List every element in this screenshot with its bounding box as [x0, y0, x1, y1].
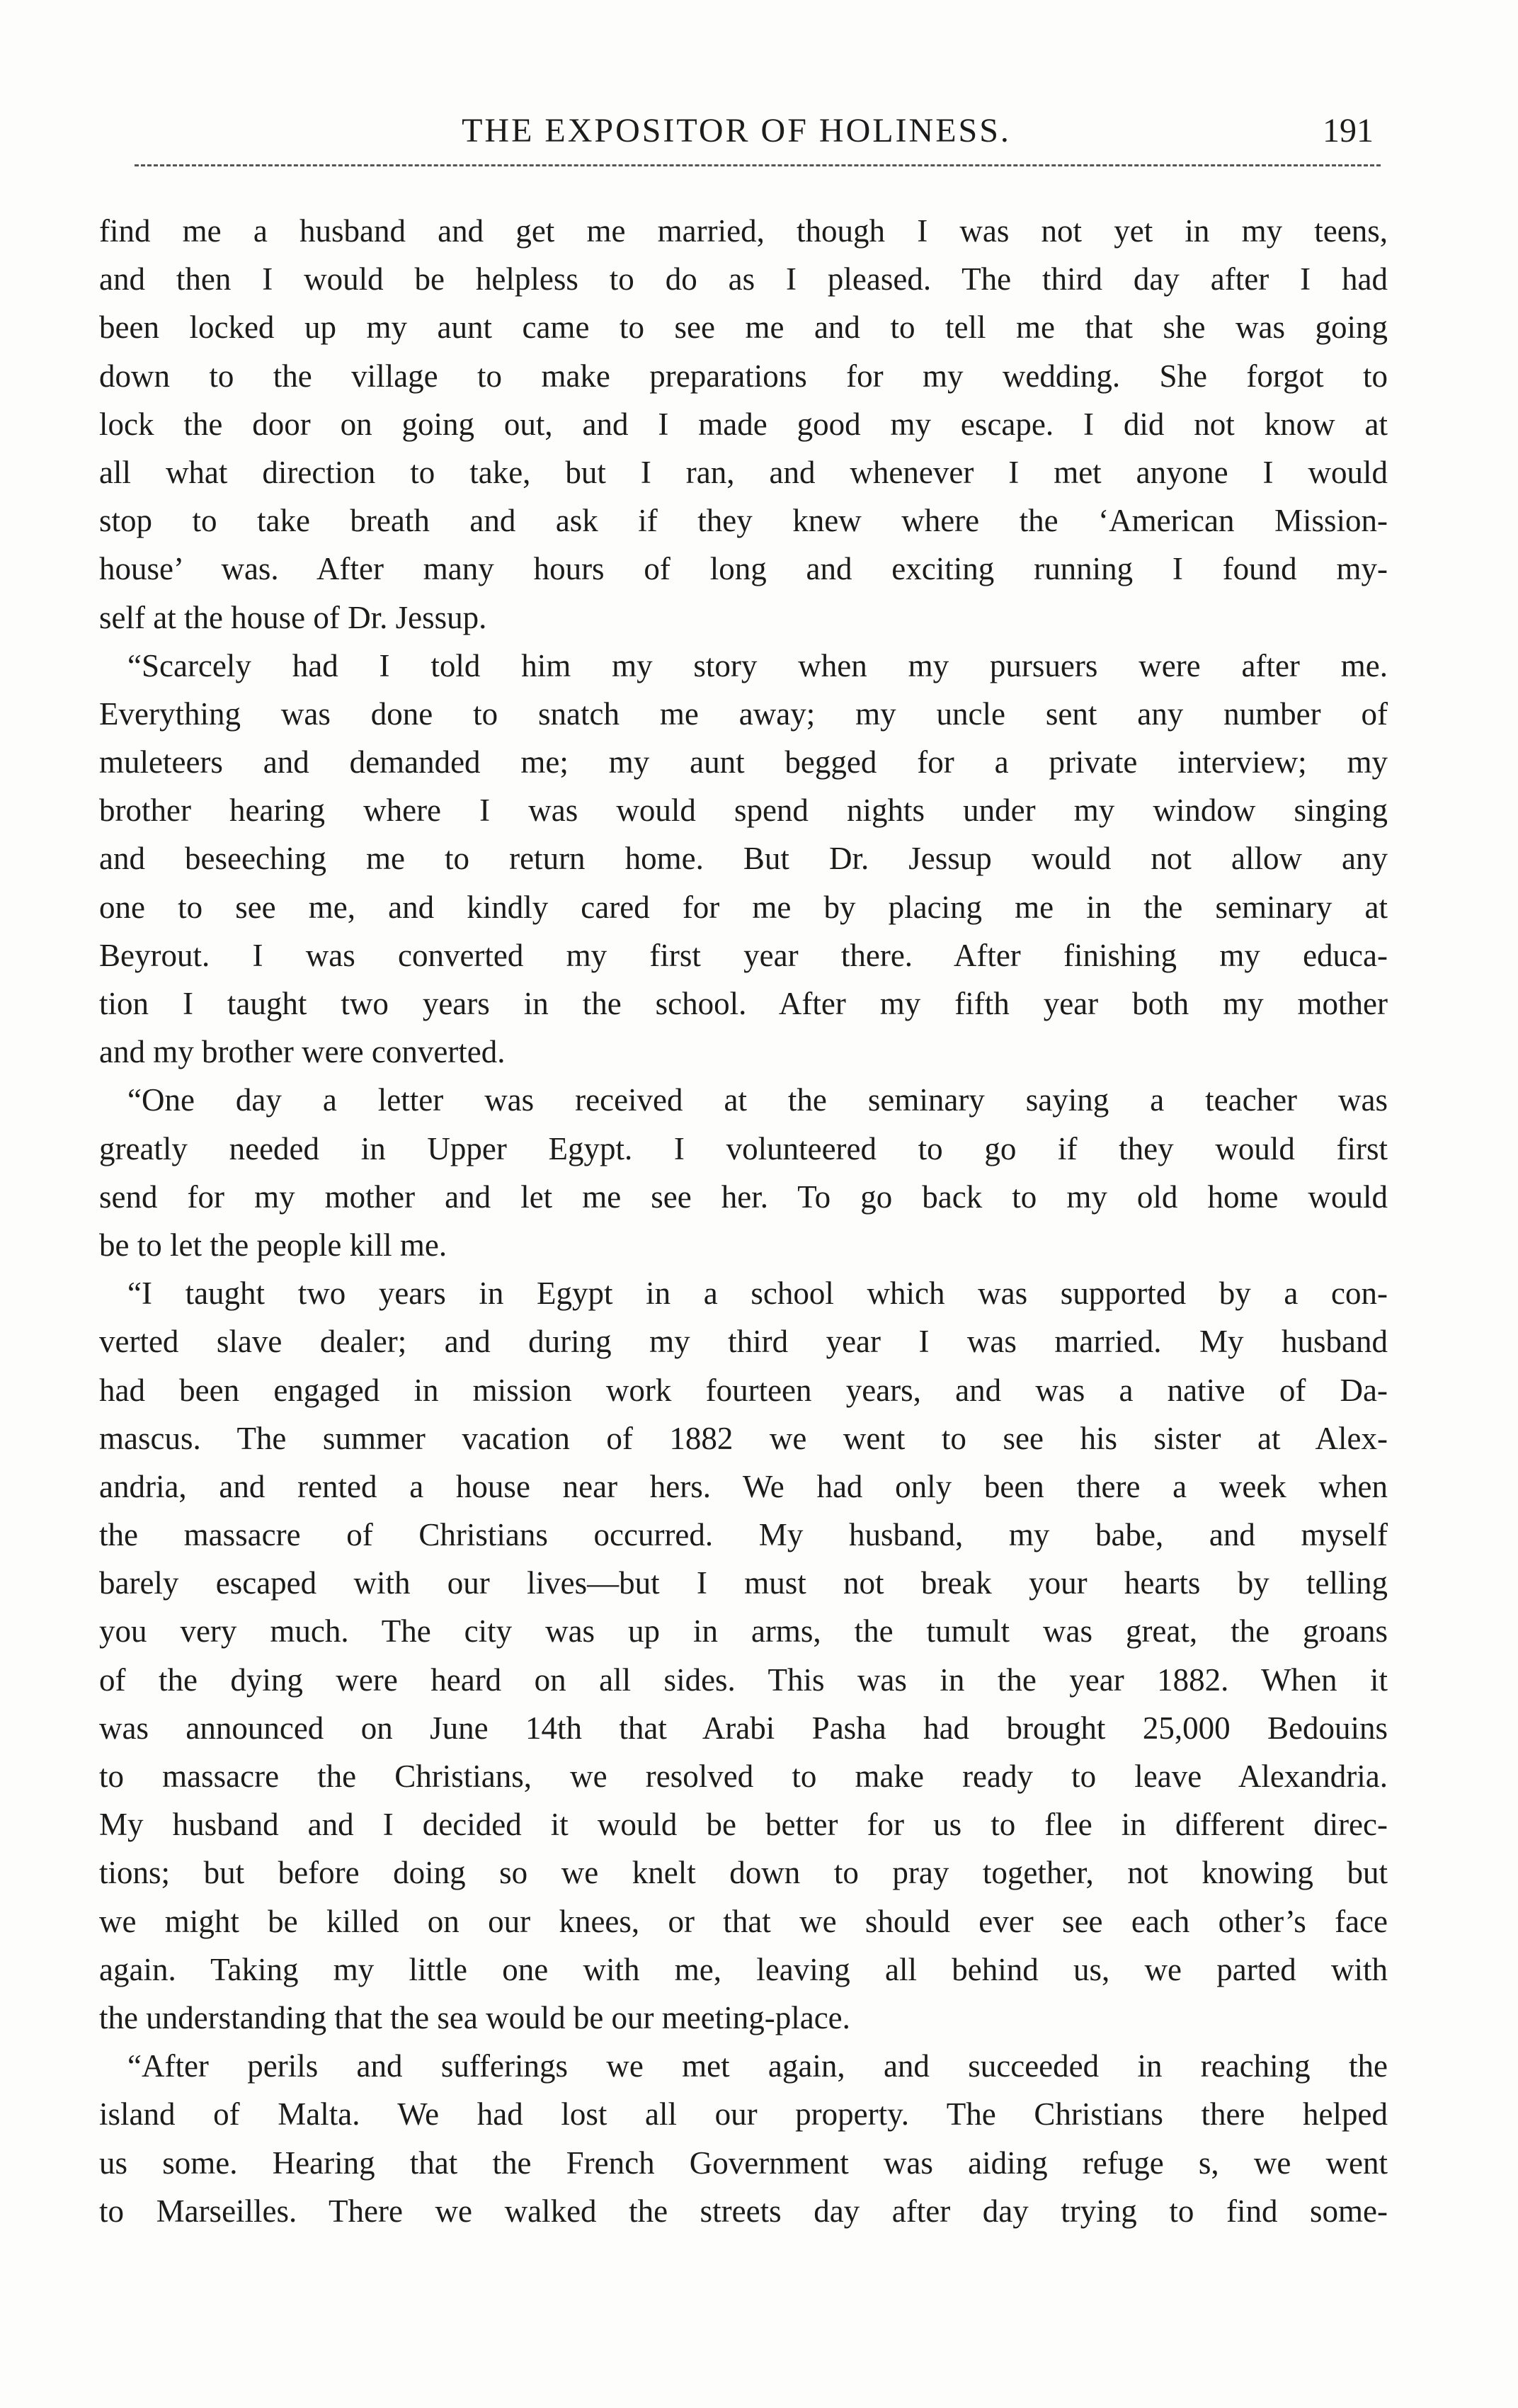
text-line: and my brother were converted. — [99, 1034, 506, 1070]
paragraph-1 — [99, 207, 1388, 642]
text-line: andria, and rented a house near hers. We had only been there a week when — [99, 1468, 1388, 1504]
text-line: to massacre the Christians, we resolved to make ready to leave Alexandria. — [99, 1759, 1388, 1794]
text-line: be to let the people kill me. — [99, 1227, 447, 1263]
text-line: again. Taking my little one with me, leaving all behind us, we parted with — [99, 1951, 1388, 1987]
header-rule — [135, 164, 1381, 166]
text-line: brother hearing where I was would spend nights under my window singing — [99, 793, 1388, 829]
text-line: the massacre of Christians occurred. My husband, my babe, and myself — [99, 1517, 1388, 1553]
text-line: self at the house of Dr. Jessup. — [99, 599, 487, 635]
text-line: island of Malta. We had lost all our property. The Christians there helped — [99, 2096, 1388, 2132]
body-text — [99, 207, 1388, 2235]
text-line: was announced on June 14th that Arabi Pasha had brought 25,000 Bedouins — [99, 1710, 1388, 1746]
text-line: Beyrout. I was converted my first year there. After finishing my educa- — [99, 937, 1388, 973]
text-line: Everything was done to snatch me away; my uncle sent any number of — [99, 695, 1388, 732]
paragraph-3 — [99, 1076, 1388, 1269]
text-line: all what direction to take, but I ran, and whenever I met anyone I would — [99, 454, 1388, 490]
page-number: 191 — [1323, 112, 1374, 149]
text-line: down to the village to make preparations for my wedding. She forgot to — [99, 358, 1388, 394]
text-line: find me a husband and get me married, though I was not yet in my teens, — [99, 213, 1388, 249]
running-title: THE EXPOSITOR OF HOLINESS. — [462, 112, 1011, 149]
text-line: mascus. The summer vacation of 1882 we went to see his sister at Alex- — [99, 1420, 1388, 1456]
text-line: muleteers and demanded me; my aunt begged for a private interview; my — [99, 744, 1388, 780]
text-line: one to see me, and kindly cared for me by placing me in the seminary at — [99, 889, 1388, 925]
text-line: and beseeching me to return home. But Dr. Jessup would not allow any — [99, 841, 1388, 877]
text-line: “I taught two years in Egypt in a school which was supported by a con- — [127, 1276, 1388, 1312]
text-line: “After perils and sufferings we met again, and succeeded in reaching the — [127, 2048, 1388, 2084]
text-line: barely escaped with our lives—but I must not break your hearts by telling — [99, 1565, 1388, 1601]
text-line: and then I would be helpless to do as I pleased. The third day after I had — [99, 261, 1388, 297]
text-line: of the dying were heard on all sides. This was in the year 1882. When it — [99, 1662, 1388, 1698]
text-line: send for my mother and let me see her. To go back to my old home would — [99, 1179, 1388, 1215]
text-line: been locked up my aunt came to see me and to tell me that she was going — [99, 309, 1388, 346]
text-line: we might be killed on our knees, or that we should ever see each other’s face — [99, 1903, 1388, 1939]
text-line: verted slave dealer; and during my third year I was married. My husband — [99, 1324, 1388, 1360]
text-line: to Marseilles. There we walked the streets day after day trying to find some- — [99, 2193, 1388, 2229]
text-line: “One day a letter was received at the seminary saying a teacher was — [127, 1082, 1388, 1118]
text-line: “Scarcely had I told him my story when my pursuers were after me. — [127, 647, 1388, 683]
text-line: house’ was. After many hours of long and exciting running I found my- — [99, 551, 1388, 587]
paragraph-5 — [99, 2042, 1388, 2235]
text-line: tions; but before doing so we knelt down to pray together, not knowing but — [99, 1855, 1388, 1891]
text-line: you very much. The city was up in arms, the tumult was great, the groans — [99, 1613, 1388, 1649]
text-line: lock the door on going out, and I made good my escape. I did not know at — [99, 406, 1388, 442]
text-line: greatly needed in Upper Egypt. I volunteered to go if they would first — [99, 1130, 1388, 1166]
paragraph-2 — [99, 642, 1388, 1077]
text-line: us some. Hearing that the French Government was aiding refuge s, we went — [99, 2145, 1388, 2181]
text-line: tion I taught two years in the school. After my fifth year both my mother — [99, 986, 1388, 1021]
text-line: the understanding that the sea would be our meeting-place. — [99, 1999, 850, 2035]
text-line: stop to take breath and ask if they knew where the ‘American Mission- — [99, 503, 1388, 539]
paragraph-4 — [99, 1269, 1388, 2042]
text-line: My husband and I decided it would be better for us to flee in different direc- — [99, 1807, 1388, 1843]
text-line: had been engaged in mission work fourteen years, and was a native of Da- — [99, 1372, 1388, 1408]
page-header — [99, 106, 1374, 156]
